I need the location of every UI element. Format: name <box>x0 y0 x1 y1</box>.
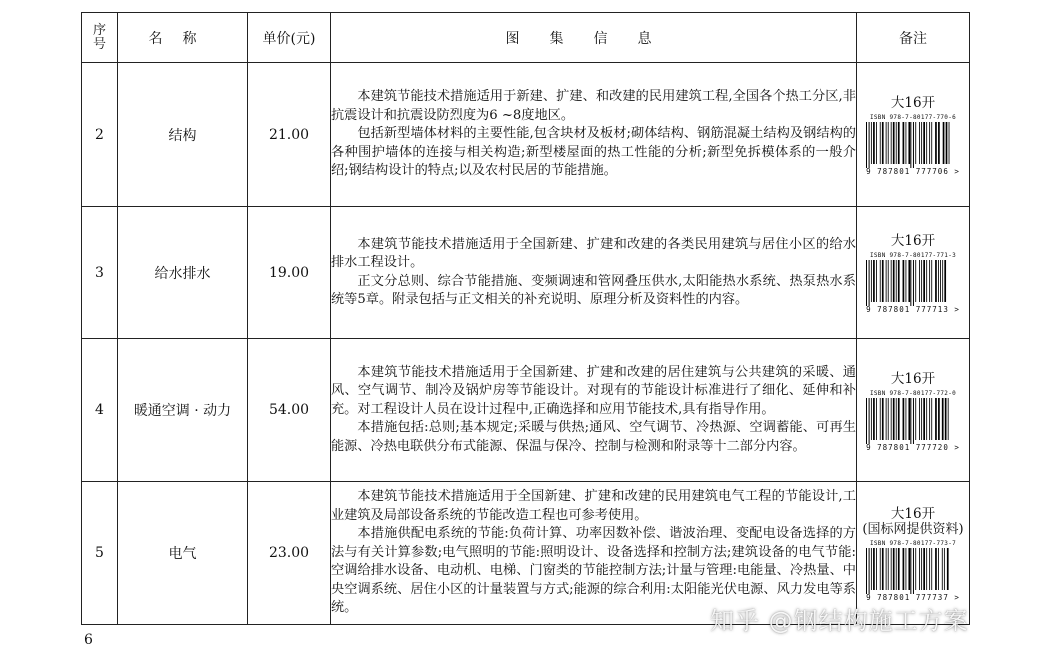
row-note <box>857 207 970 339</box>
page-number: 6 <box>84 632 93 648</box>
info-paragraph: 本建筑节能技术措施适用于全国新建、扩建和改建的民用建筑电气工程的节能设计,工业建筑及局部设备系统的节能改造工程也可参考使用。 <box>331 489 856 523</box>
table-row <box>82 63 970 207</box>
table-row <box>82 339 970 482</box>
info-paragraph: 本建筑节能技术措施适用于全国新建、扩建和改建的居住建筑与公共建筑的采暖、通风、空气调节、制冷及锅炉房等节能设计。对现有的节能设计标准进行了细化、延伸和补充。对工程设计人员在设计过程中,正确选择和应用节能技术,具有指导作用。 <box>331 364 856 417</box>
watermark: 知乎 @钢结构施工方案 <box>710 607 969 635</box>
info-paragraph: 包括新型墙体材料的主要性能,包含块材及板材;砌体结构、钢筋混凝土结构及钢结构的各种围护墙体的连接与相关构造;新型楼屋面的热工性能的分析;新型免拆模体系的一般介绍;钢结构设计的特点;以及农村民居的节能措施。 <box>331 126 856 179</box>
header-seq-text: 序 号 <box>92 22 106 52</box>
ean-text: 9 787801 777713 > <box>866 305 960 314</box>
header-info: 图集信息 <box>331 13 857 63</box>
isbn-text: ISBN 978-7-80177-770-6 <box>869 114 957 121</box>
format-label: 大16开 <box>890 370 936 387</box>
info-paragraph: 本措施包括:总则;基本规定;采暖与供热;通风、空气调节、冷热源、空调蓄能、可再生能源、冷热电联供分布式能源、保温与保冷、控制与检测和附录等十二部分内容。 <box>331 420 856 454</box>
row-info <box>331 63 857 207</box>
row-name: 电气 <box>118 482 248 625</box>
row-price: 21.00 <box>248 63 331 207</box>
header-note: 备注 <box>857 13 970 63</box>
row-name: 结构 <box>118 63 248 207</box>
header-price: 单价(元) <box>248 13 331 63</box>
ean-text: 9 787801 777720 > <box>866 442 960 452</box>
row-seq: 5 <box>82 482 118 625</box>
row-seq: 3 <box>82 207 118 339</box>
ean-text: 9 787801 777737 > <box>866 593 960 602</box>
barcode-image <box>864 398 962 444</box>
info-paragraph: 正文分总则、综合节能措施、变频调速和管网叠压供水,太阳能热水系统、热泵热水系统等5章。附录包括与正文相关的补充说明、原理分析及资料性的内容。 <box>331 273 856 307</box>
source-note: (国标网提供资料) <box>862 522 964 537</box>
barcode-image <box>864 122 962 168</box>
catalog-table <box>81 12 970 625</box>
isbn-text: ISBN 978-7-80177-771-3 <box>869 252 957 259</box>
row-note <box>857 339 970 482</box>
row-note <box>857 63 970 207</box>
ean-text: 9 787801 777706 > <box>866 167 960 176</box>
table-row <box>82 207 970 339</box>
row-price: 19.00 <box>248 207 331 339</box>
row-price: 23.00 <box>248 482 331 625</box>
header-name: 名称 <box>118 13 248 63</box>
info-paragraph: 本建筑节能技术措施适用于新建、扩建、和改建的民用建筑工程,全国各个热工分区,非抗震设计和抗震设防烈度为6 ~8度地区。 <box>331 89 856 123</box>
row-price: 54.00 <box>248 339 331 482</box>
barcode-image <box>864 548 962 594</box>
row-name: 暖通空调 · 动力 <box>118 339 248 482</box>
info-paragraph: 本措施供配电系统的节能:负荷计算、功率因数补偿、谐波治理、变配电设备选择的方法与有关计算参数;电气照明的节能:照明设计、设备选择和控制方法;建筑设备的电气节能:空调给排水设备、电动机、电梯、门窗类的节能控制方法;计量与管理:电能量、冷热量、中央空调系统、居住小区的计量装置与方式;能源的综合利用:太阳能光伏电源、风力发电等系统。 <box>331 526 856 616</box>
row-info <box>331 207 857 339</box>
row-name: 给水排水 <box>118 207 248 339</box>
header-row <box>82 13 970 63</box>
format-label: 大16开 <box>890 233 936 249</box>
isbn-text: ISBN 978-7-80177-773-7 <box>869 540 957 547</box>
table-body <box>82 63 970 625</box>
barcode-image <box>864 260 962 306</box>
row-info <box>331 339 857 482</box>
format-label: 大16开 <box>890 95 936 111</box>
info-paragraph: 本建筑节能技术措施适用于全国新建、扩建和改建的各类民用建筑与居住小区的给水排水工程设计。 <box>331 236 856 270</box>
row-seq: 4 <box>82 339 118 482</box>
isbn-text: ISBN 978-7-80177-772-0 <box>869 389 957 397</box>
header-seq <box>82 13 118 63</box>
row-seq: 2 <box>82 63 118 207</box>
format-label: 大16开 <box>890 506 936 522</box>
